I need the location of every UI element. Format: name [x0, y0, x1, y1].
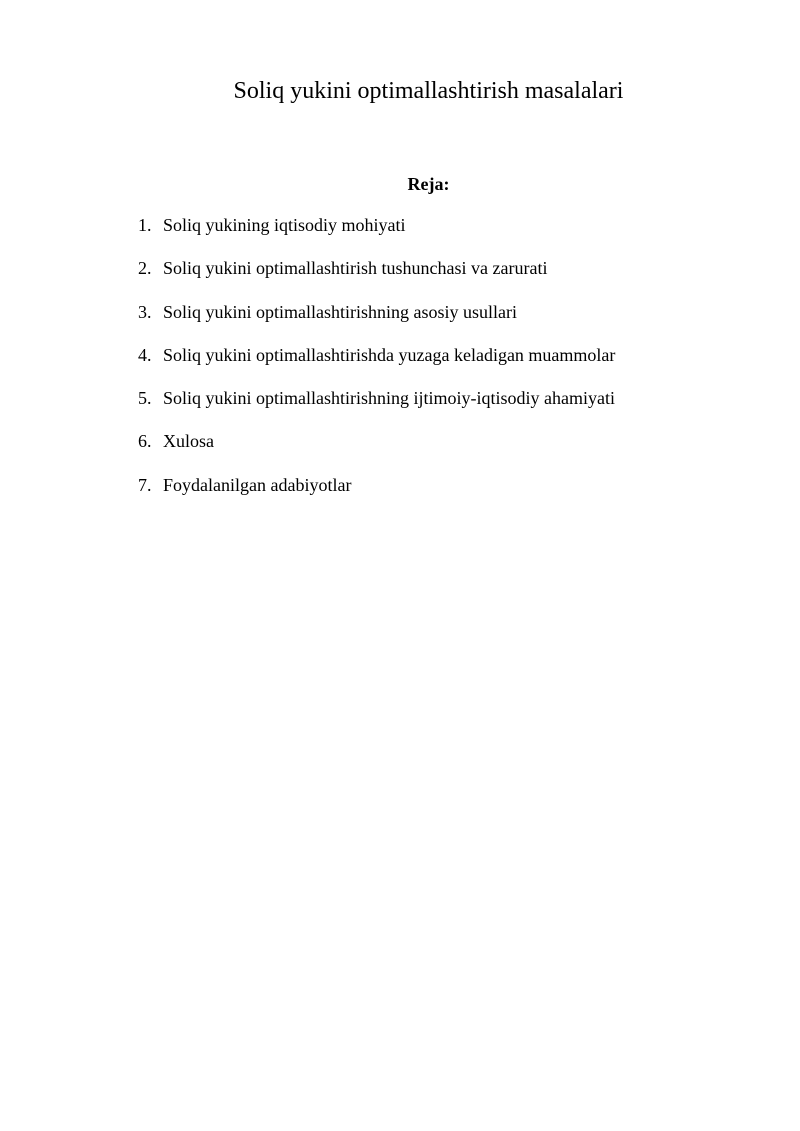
plan-item-1 [138, 213, 738, 237]
plan-item-3 [138, 300, 738, 324]
plan-item-text: Soliq yukining iqtisodiy mohiyati [163, 215, 406, 235]
plan-list [138, 213, 738, 516]
plan-item-text: Soliq yukini optimallashtirishning ijtimoiy-iqtisodiy ahamiyati [163, 388, 615, 409]
plan-item-6 [138, 429, 738, 453]
plan-item-number: 3. [138, 301, 152, 322]
plan-item-text: Soliq yukini optimallashtirishda yuzaga keladigan muammolar [163, 344, 616, 365]
plan-item-5 [138, 386, 738, 410]
plan-heading: Reja: [407, 174, 450, 194]
plan-item-number: 2. [138, 258, 152, 279]
plan-item-text: Foydalanilgan adabiyotlar [163, 474, 352, 495]
plan-item-number: 7. [138, 474, 152, 495]
plan-item-text: Soliq yukini optimallashtirishning asosiy usullari [163, 301, 517, 322]
plan-item-number: 6. [138, 431, 152, 452]
plan-item-number: 4. [138, 344, 152, 365]
plan-item-2 [138, 256, 738, 280]
plan-item-number: 1. [138, 215, 152, 235]
plan-item-text: Xulosa [163, 431, 214, 452]
plan-item-number: 5. [138, 388, 152, 409]
document-title: Soliq yukini optimallashtirish masalalari [233, 78, 624, 104]
plan-item-text: Soliq yukini optimallashtirish tushunchasi va zarurati [163, 258, 548, 279]
plan-item-7 [138, 473, 738, 497]
plan-item-4 [138, 343, 738, 367]
